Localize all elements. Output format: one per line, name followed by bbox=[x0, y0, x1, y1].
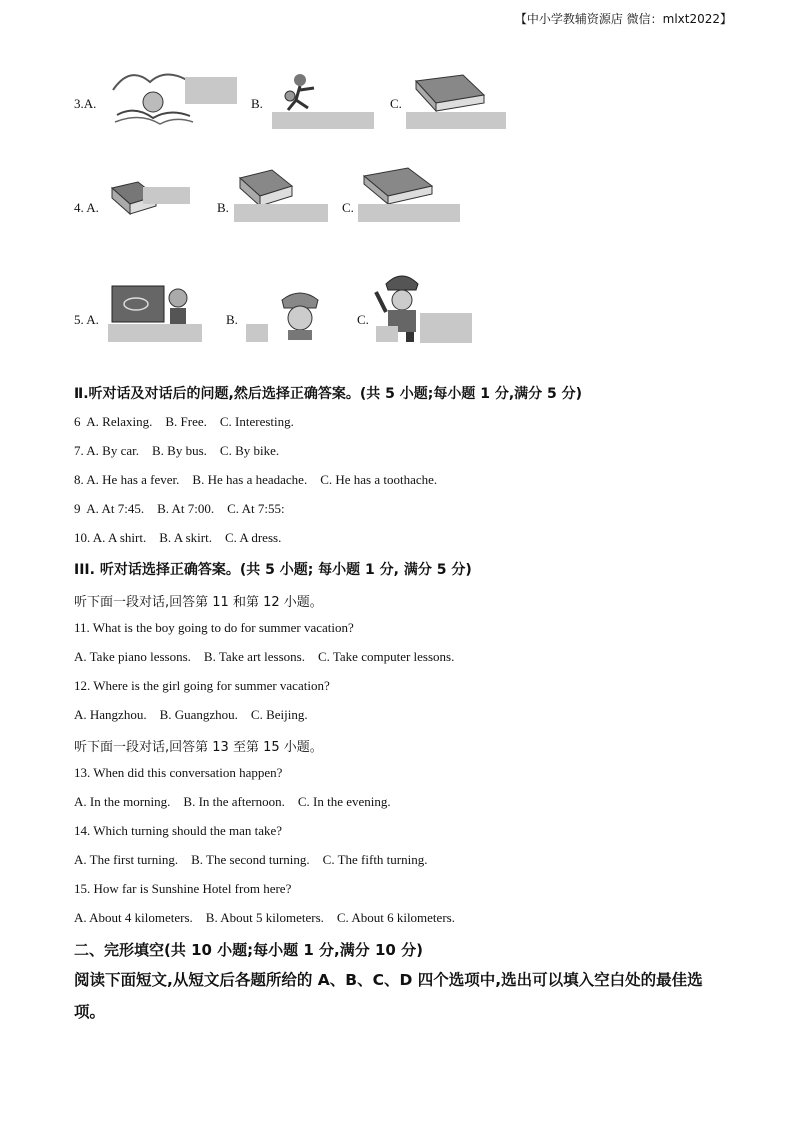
part-2-title: 二、完形填空(共 10 小题;每小题 1 分,满分 10 分) bbox=[74, 941, 423, 959]
question-12: 12. Where is the girl going for summer vacation? bbox=[74, 678, 330, 693]
question-12-options: A. Hangzhou. B. Guangzhou. C. Beijing. bbox=[74, 707, 308, 722]
question-6: 6 A. Relaxing. B. Free. C. Interesting. bbox=[74, 414, 294, 429]
question-number: 3.A. bbox=[74, 96, 97, 111]
question-number: 5. A. bbox=[74, 312, 99, 327]
question-8: 8. A. He has a fever. B. He has a headache. C. He has a toothache. bbox=[74, 472, 438, 487]
book-picture bbox=[358, 166, 436, 206]
redacted-box bbox=[358, 204, 460, 222]
question-13-options: A. In the morning. B. In the afternoon. C. In the evening. bbox=[74, 794, 391, 809]
doctor-picture bbox=[272, 286, 328, 342]
question-7: 7. A. By car. B. By bus. C. By bike. bbox=[74, 443, 280, 458]
redacted-box bbox=[420, 313, 472, 343]
instruction-line: 听下面一段对话,回答第 11 和第 12 小题。 bbox=[74, 595, 323, 610]
question-15: 15. How far is Sunshine Hotel from here? bbox=[74, 881, 292, 896]
redacted-box bbox=[108, 324, 202, 342]
redacted-box bbox=[376, 326, 398, 342]
book-picture bbox=[236, 168, 296, 208]
swimming-picture bbox=[105, 60, 195, 128]
question-14-options: A. The first turning. B. The second turning. C. The fifth turning. bbox=[74, 852, 428, 867]
question-9: 9 A. At 7:45. B. At 7:00. C. At 7:55: bbox=[74, 501, 285, 516]
question-10: 10. A. A shirt. B. A skirt. C. A dress. bbox=[74, 530, 282, 545]
book-picture bbox=[408, 73, 488, 113]
question-13: 13. When did this conversation happen? bbox=[74, 765, 283, 780]
option-c-label: C. bbox=[390, 96, 402, 111]
redacted-box bbox=[234, 204, 328, 222]
header-tag: 【中小学教辅资源店 微信：mlxt2022】 bbox=[514, 12, 732, 26]
instruction-line: 听下面一段对话,回答第 13 至第 15 小题。 bbox=[74, 740, 323, 755]
redacted-box bbox=[246, 324, 268, 342]
redacted-box bbox=[143, 187, 190, 204]
option-c-label: C. bbox=[342, 200, 354, 215]
section-2-title: Ⅱ.听对话及对话后的问题,然后选择正确答案。(共 5 小题;每小题 1 分,满分 5 分) bbox=[74, 386, 583, 402]
question-11-options: A. Take piano lessons. B. Take art lessons. C. Take computer lessons. bbox=[74, 649, 455, 664]
redacted-box bbox=[272, 112, 374, 129]
option-b-label: B. bbox=[226, 312, 238, 327]
part-2-instruction: 阅读下面短文,从短文后各题所给的 A、B、C、D 四个选项中,选出可以填入空白处的最佳选 bbox=[74, 971, 703, 989]
redacted-box bbox=[406, 112, 506, 129]
question-14: 14. Which turning should the man take? bbox=[74, 823, 283, 838]
part-2-instruction-continued: 项。 bbox=[74, 1003, 106, 1021]
question-15-options: A. About 4 kilometers. B. About 5 kilometers. C. About 6 kilometers. bbox=[74, 910, 455, 925]
section-3-title: III. 听对话选择正确答案。(共 5 小题; 每小题 1 分, 满分 5 分) bbox=[74, 562, 472, 578]
question-11: 11. What is the boy going to do for summer vacation? bbox=[74, 620, 354, 635]
option-b-label: B. bbox=[251, 96, 263, 111]
option-b-label: B. bbox=[217, 200, 229, 215]
redacted-box bbox=[185, 77, 237, 104]
question-number: 4. A. bbox=[74, 200, 99, 215]
basketball-picture bbox=[270, 72, 340, 112]
option-c-label: C. bbox=[357, 312, 369, 327]
